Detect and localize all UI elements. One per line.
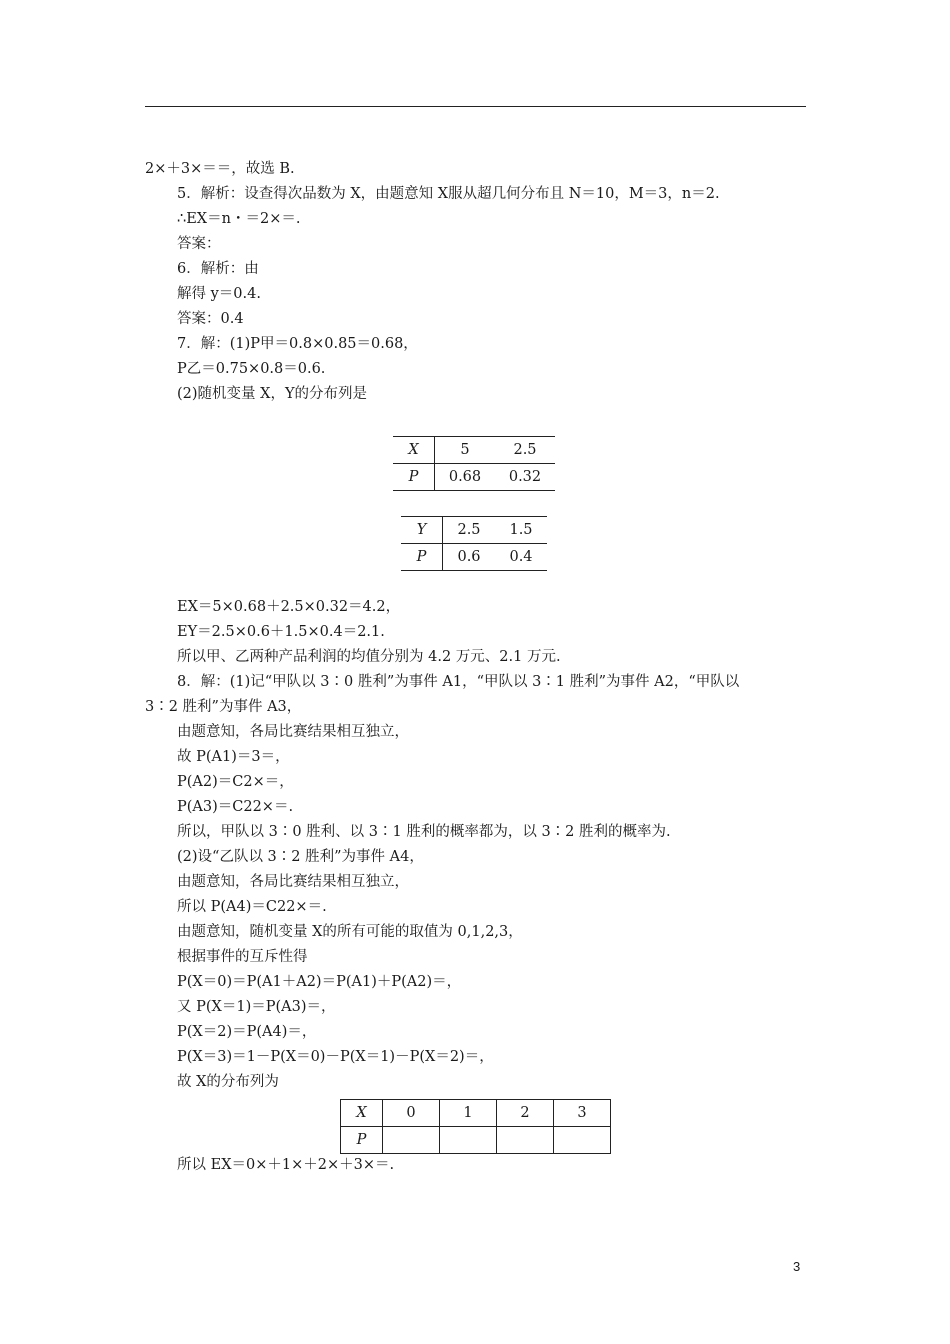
text-line: 解得 y＝0.4.	[177, 286, 261, 302]
text-line: 答案：0.4	[177, 311, 244, 327]
text-line: P(A2)＝C2×＝，	[177, 774, 294, 790]
table-cell: 1.5	[495, 517, 547, 544]
table-cell	[440, 1127, 497, 1154]
table-cell: 0.68	[435, 464, 496, 491]
text-line: 所以 P(A4)＝C22×＝.	[177, 899, 327, 915]
distribution-table-x	[393, 436, 555, 491]
text-line: 2×＋3×＝＝，故选 B.	[145, 161, 295, 177]
text-line: 7．解：(1)P甲＝0.8×0.85＝0.68，	[177, 336, 418, 352]
distribution-table-final	[340, 1099, 611, 1154]
distribution-table-y	[401, 516, 547, 571]
text-line: (2)随机变量 X，Y的分布列是	[177, 386, 368, 402]
table-cell: X	[341, 1100, 383, 1127]
text-line: EX＝5×0.68＋2.5×0.32＝4.2，	[177, 599, 401, 615]
text-line: 所以 EX＝0×＋1×＋2×＋3×＝.	[177, 1157, 395, 1173]
table-cell: 5	[435, 437, 496, 464]
table-cell: X	[393, 437, 435, 464]
text-line: P(X＝3)＝1－P(X＝0)－P(X＝1)－P(X＝2)＝，	[177, 1049, 494, 1065]
table-cell	[554, 1127, 611, 1154]
table-cell	[497, 1127, 554, 1154]
table-cell: P	[401, 544, 443, 571]
text-line: P(X＝0)＝P(A1＋A2)＝P(A1)＋P(A2)＝，	[177, 974, 462, 990]
text-line: 故 P(A1)＝3＝，	[177, 749, 290, 765]
text-line: P(X＝2)＝P(A4)＝，	[177, 1024, 317, 1040]
text-line: 8．解：(1)记“甲队以 3∶0 胜利”为事件 A1，“甲队以 3∶1 胜利”为事件 A2，“甲队以	[177, 674, 740, 690]
table-cell: 1	[440, 1100, 497, 1127]
table-cell: P	[393, 464, 435, 491]
text-line: 6．解析：由	[177, 261, 259, 277]
table-cell: 0.4	[495, 544, 547, 571]
text-line: 答案：	[177, 236, 221, 252]
table-cell: 3	[554, 1100, 611, 1127]
text-line: 根据事件的互斥性得	[177, 949, 308, 965]
text-line: P乙＝0.75×0.8＝0.6.	[177, 361, 326, 377]
text-line: 所以，甲队以 3∶0 胜利、以 3∶1 胜利的概率都为，以 3∶2 胜利的概率为.	[177, 824, 671, 840]
text-line: 由题意知，随机变量 X的所有可能的取值为 0,1,2,3，	[177, 924, 523, 940]
table-cell: 2	[497, 1100, 554, 1127]
table-cell: 0.6	[443, 544, 496, 571]
table-cell	[383, 1127, 440, 1154]
page-number: 3	[793, 1259, 801, 1274]
text-line: 3∶2 胜利”为事件 A3，	[145, 699, 302, 715]
text-line: P(A3)＝C22×＝.	[177, 799, 294, 815]
table-cell: Y	[401, 517, 443, 544]
text-line: 5．解析：设查得次品数为 X，由题意知 X服从超几何分布且 N＝10，M＝3，n＝2.	[177, 186, 720, 202]
text-line: ∴EX＝n・＝2×＝.	[177, 211, 301, 227]
text-line: EY＝2.5×0.6＋1.5×0.4＝2.1.	[177, 624, 385, 640]
text-line: 故 X的分布列为	[177, 1074, 279, 1090]
table-cell: 0	[383, 1100, 440, 1127]
text-line: 由题意知，各局比赛结果相互独立，	[177, 724, 409, 740]
header-rule	[145, 106, 806, 107]
text-line: 所以甲、乙两种产品利润的均值分别为 4.2 万元、2.1 万元.	[177, 649, 561, 665]
text-line: 又 P(X＝1)＝P(A3)＝，	[177, 999, 336, 1015]
table-cell: 0.32	[495, 464, 555, 491]
table-cell: P	[341, 1127, 383, 1154]
text-line: 由题意知，各局比赛结果相互独立，	[177, 874, 409, 890]
text-line: (2)设“乙队以 3∶2 胜利”为事件 A4，	[177, 849, 424, 865]
table-cell: 2.5	[443, 517, 496, 544]
table-cell: 2.5	[495, 437, 555, 464]
